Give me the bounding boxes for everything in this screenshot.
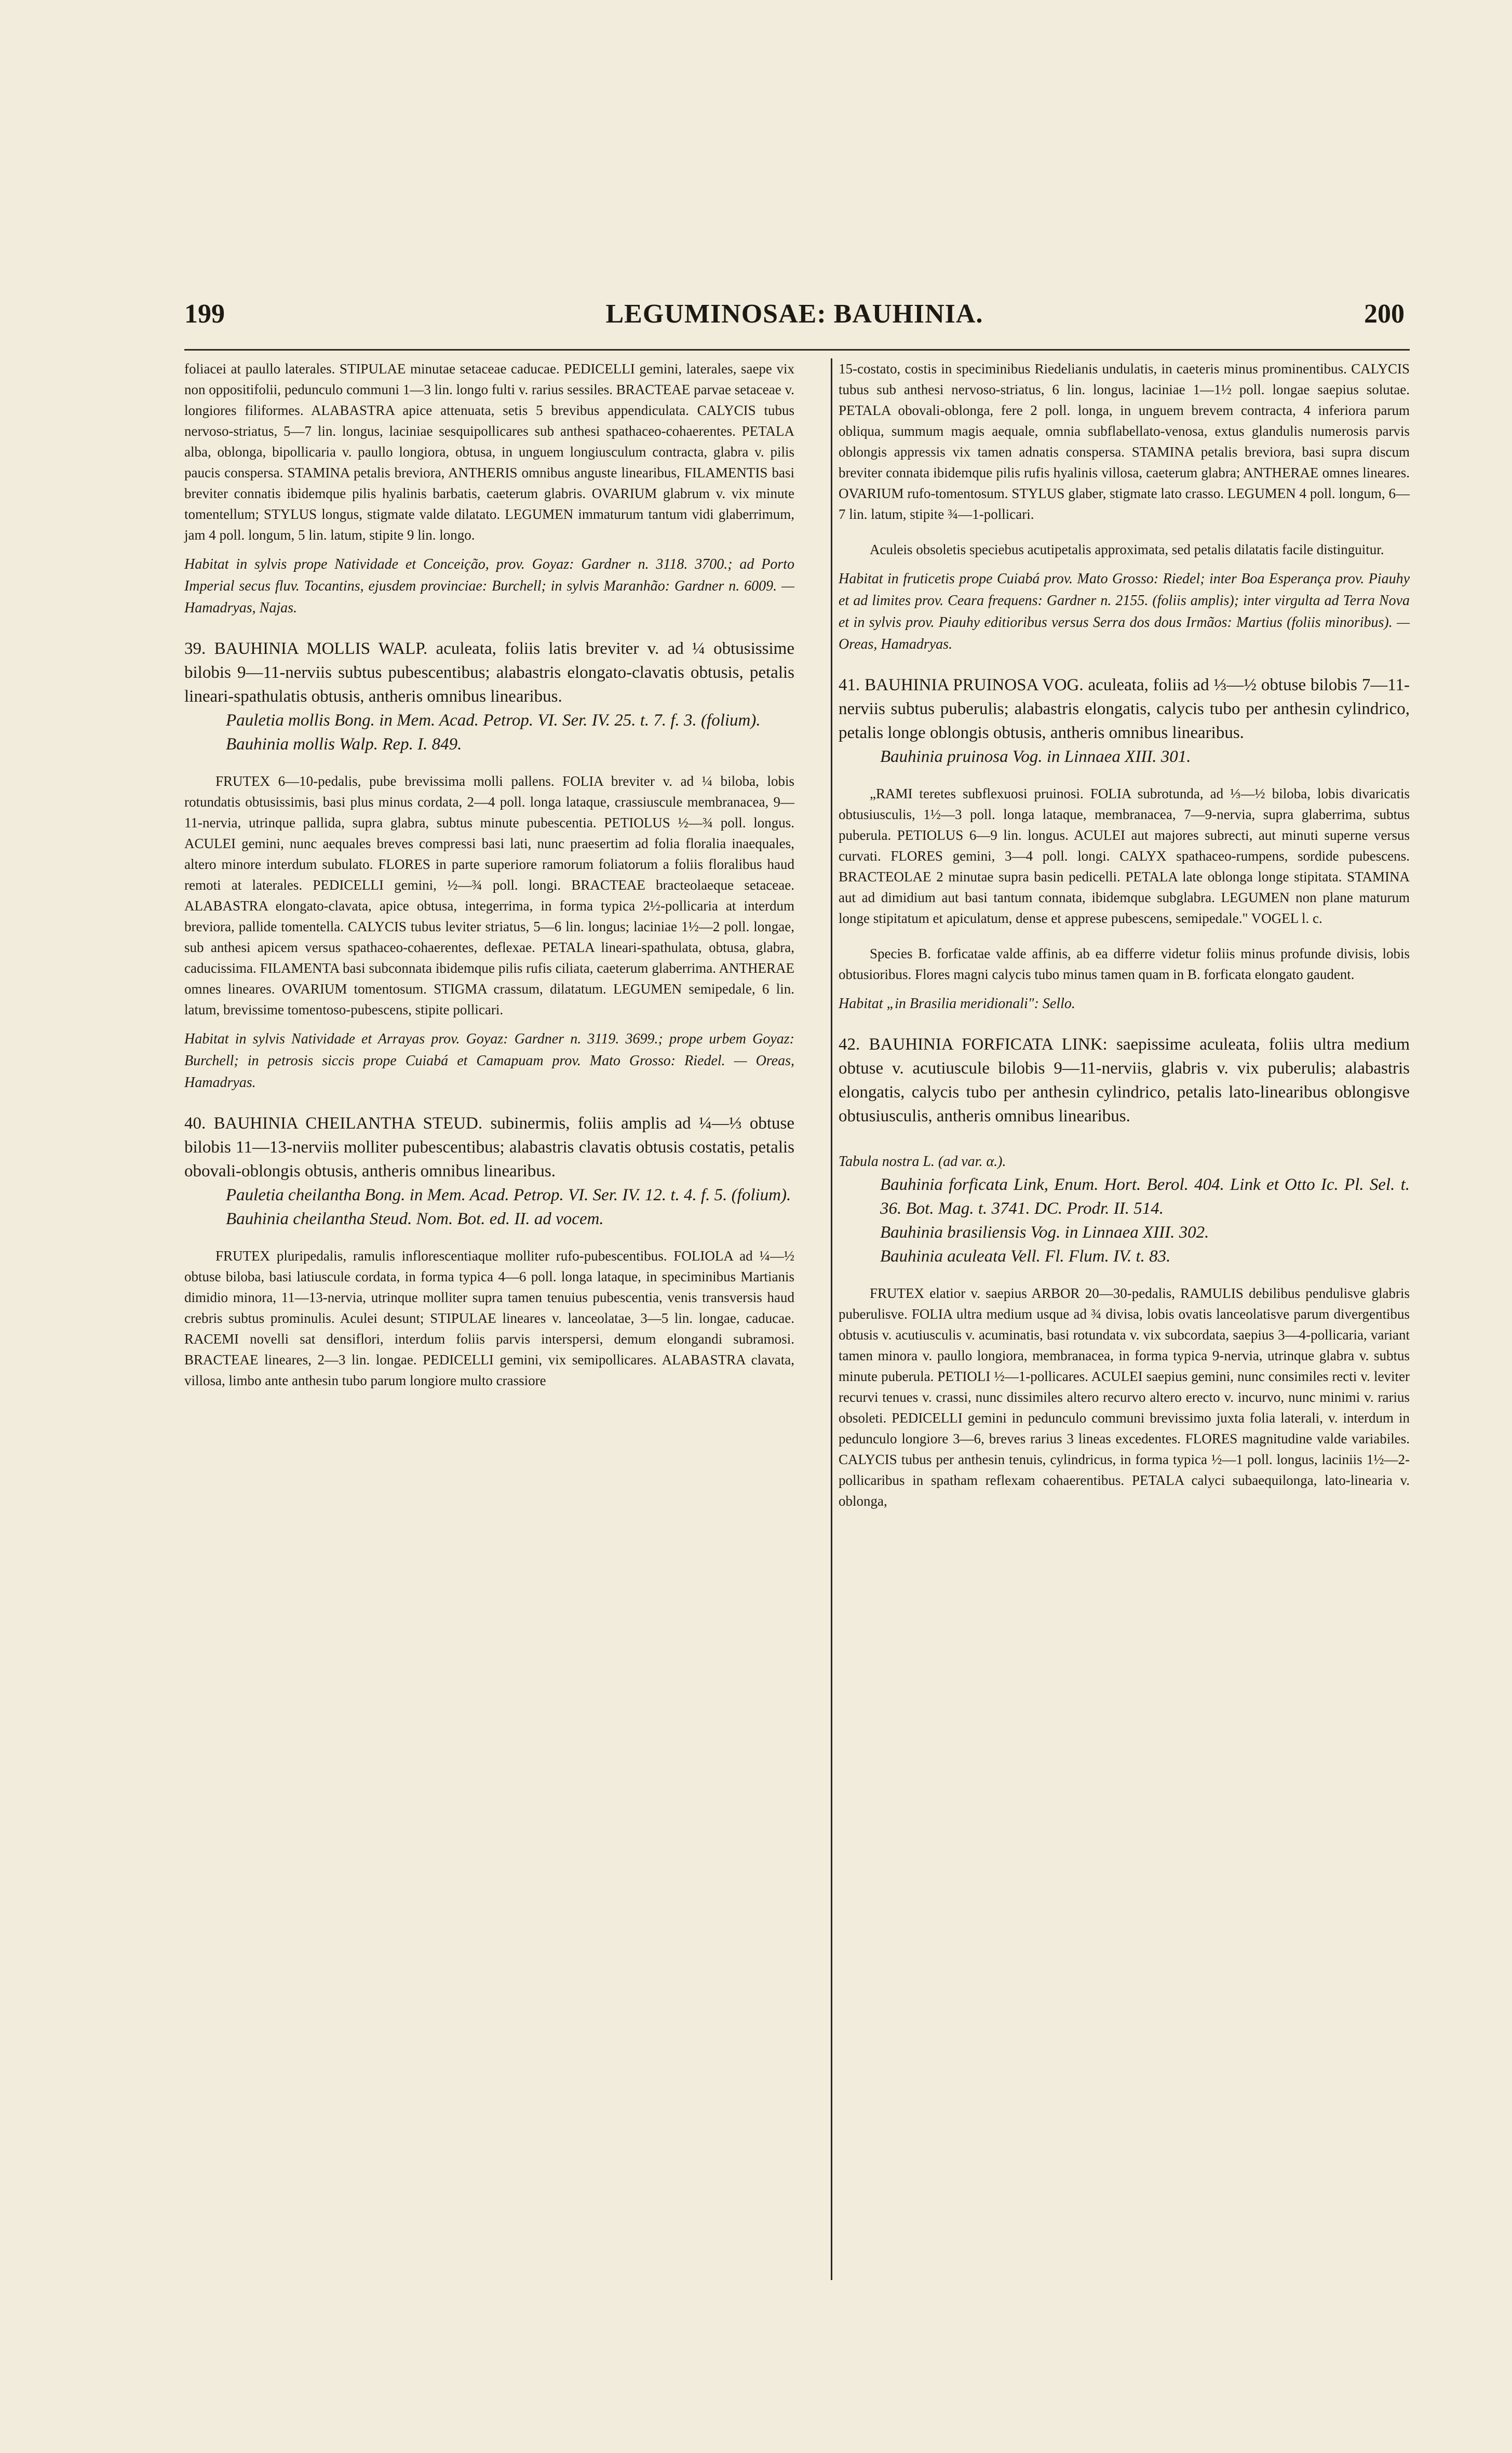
species-42-diagnosis: 42. BAUHINIA FORFICATA LINK: saepissime aculeata, foliis ultra medium obtuse v. acutiuscule bilobis 9—11-nerviis, glabris v. vix puberulis; alabastris elongatis, calycis tubo per anthesin cylindrico, petalis lato-linearibus oblongisve obtusiusculis, antheris omnibus linearibus. (839, 1035, 1410, 1125)
header-rule (184, 349, 1410, 351)
right-page-number: 200 (1364, 299, 1405, 329)
synonym-reference: Bauhinia forficata Link, Enum. Hort. Berol. 404. Link et Otto Ic. Pl. Sel. t. 36. Bot. Mag. t. 3741. DC. Prodr. II. 514. (880, 1175, 1410, 1218)
species-41-diagnosis: 41. BAUHINIA PRUINOSA VOG. aculeata, foliis ad ⅓—½ obtuse bilobis 7—11-nerviis subtus puberulis; alabastris elongatis, calycis tubo per anthesin cylindrico, petalis longe oblongis obtusis, antheris omnibus linearibus. (839, 676, 1410, 742)
synonym-reference: Bauhinia brasiliensis Vog. in Linnaea XIII. 302. (880, 1223, 1209, 1242)
species-39-diagnosis: 39. BAUHINIA MOLLIS WALP. aculeata, foliis latis breviter v. ad ¼ obtusissime bilobis 9—11-nerviis subtus pubescentibus; alabastris elongato-clavatis obtusis, petalis lineari-spathulatis obtusis, antheris omnibus linearibus. (184, 639, 794, 706)
continued-description: 15-costato, costis in speciminibus Riedelianis undulatis, in caeteris minus prominentibus. CALYCIS tubus sub anthesi nervoso-striatus, 6 lin. longus, laciniae 1—1½ poll. longae saepius solutae. PETALA obovali-oblonga, fere 2 poll. longa, in unguem brevem contracta, 4 inferiora parum obliqua, summum magis aequale, omnia subflabellato-venosa, extus glandulis numerosis parvis oblongis appressis vix tamen adnatis conspersa. STAMINA petalis breviora, basi supra discum breviter connata ibidemque pilis rufis hyalinis villosa, caeterum glabra; ANTHERAE omnes lineares. OVARIUM rufo-tomentosum. STYLUS glaber, stigmate lato crasso. LEGUMEN 4 poll. longum, 6—7 lin. latum, stipite ¾—1-pollicari. (839, 361, 1410, 522)
note-paragraph: Species B. forficatae valde affinis, ab ea differre videtur foliis minus profunde divisis, lobis obtusioribus. Flores magni calycis tubo minus tamen quam in B. forficata elongato gaudent. (839, 946, 1410, 982)
habitat-paragraph: Habitat in sylvis prope Natividade et Conceição, prov. Goyaz: Gardner n. 3118. 3700.; ad Porto Imperial secus fluv. Tocantins, ejusdem provinciae: Burchell; in sylvis Maranhão: Gardner n. 6009. — Hamadryas, Najas. (184, 556, 794, 616)
synonym-reference: Pauletia cheilantha Bong. in Mem. Acad. Petrop. VI. Ser. IV. 12. t. 4. f. 5. (folium). (226, 1186, 791, 1204)
synonym-reference: Bauhinia cheilantha Steud. Nom. Bot. ed. II. ad vocem. (226, 1210, 604, 1228)
synonym-reference: Bauhinia aculeata Vell. Fl. Flum. IV. t. 83. (880, 1247, 1171, 1266)
species-40-description: FRUTEX pluripedalis, ramulis inflorescentiaque molliter rufo-pubescentibus. FOLIOLA ad ¼—½ obtuse biloba, basi latiuscule cordata, in forma typica 4—6 poll. longa lataque, in speciminibus Martianis dimidio minora, 11—13-nervia, utrinque molliter supra tamen tenuius pubescentia, venis transversis haud crebris subtus prominulis. Aculei desunt; STIPULAE lineares v. lanceolatae, 3—5 lin. longae, caducae. RACEMI novelli sat densiflori, interdum foliis parvis interspersi, demum elongandi subramosi. BRACTEAE lineares, 2—3 lin. longae. PEDICELLI gemini, vix semipollicares. ALABASTRA clavata, villosa, limbo ante anthesin tubo parum longiore multo crassiore (184, 1248, 794, 1388)
left-column (184, 358, 794, 1391)
right-column (839, 358, 1410, 1511)
synonym-reference: Pauletia mollis Bong. in Mem. Acad. Petrop. VI. Ser. IV. 25. t. 7. f. 3. (folium). (226, 711, 761, 730)
species-41-description: „RAMI teretes subflexuosi pruinosi. FOLIA subrotunda, ad ⅓—½ biloba, lobis divaricatis obtusiusculis, 1½—3 poll. longa lataque, membranacea, 7—9-nervia, supra glaberrima, subtus puberula. PETIOLUS 6—9 lin. longus. ACULEI aut majores subrecti, aut minuti superne versus curvati. FLORES gemini, 3—4 poll. longi. CALYX spathaceo-rumpens, sordide pubescens. BRACTEOLAE 2 minutae supra basin pedicelli. PETALA late oblonga longe stipitata. STAMINA aut ad dimidium aut basi tantum connata, ibidemque subglabra. LEGUMEN non plane maturum longe stipitatum et apiculatum, dense et apprese pubescens, semipedale." VOGEL l. c. (839, 786, 1410, 926)
page-header (184, 299, 1405, 335)
habitat-paragraph: Habitat in sylvis Natividade et Arrayas prov. Goyaz: Gardner n. 3119. 3699.; prope urbem Goyaz: Burchell; in petrosis siccis prope Cuiabá et Camapuam prov. Mato Grosso: Riedel. — Oreas, Hamadryas. (184, 1031, 794, 1091)
left-page-number: 199 (184, 299, 225, 329)
column-divider (831, 358, 832, 2280)
plate-reference: Tabula nostra L. (ad var. α.). (839, 1154, 1006, 1170)
species-39-description: FRUTEX 6—10-pedalis, pube brevissima molli pallens. FOLIA breviter v. ad ¼ biloba, lobis rotundatis obtusissimis, basi plus minus cordata, 2—4 poll. longa lataque, crassiuscule membranacea, 9—11-nervia, utrinque pallida, supra glabra, subtus minute pubescentia. PETIOLUS ½—¾ poll. longus. ACULEI gemini, nunc aequales breves compressi basi lati, nunc praesertim ad folia floralia inaequales, altero minore interdum subulato. FLORES in parte superiore ramorum foliatorum a foliis floralibus haud remoti at laterales. PEDICELLI gemini, ½—¾ poll. longi. BRACTEAE bracteolaeque setaceae. ALABASTRA elongato-clavata, apice obtusa, integerrima, in forma typica 2½-pollicaria at interdum breviora, pallide tomentella. CALYCIS tubus leviter striatus, 5—6 lin. longus; laciniae 1½—2 poll. longae, sub anthesi apicem versus spathaceo-cohaerentes, deflexae. PETALA lineari-spathulata, obtusa, glabra, caducissima. FILAMENTA basi subconnata ibidemque pilis rufis ciliata, caeterum glaberrima. ANTHERAE omnes lineares. OVARIUM tomentosum. STIGMA crassum, dilatatum. LEGUMEN semipedale, 6 lin. latum, brevissime tomentoso-pubescens, stipite pollicari. (184, 773, 794, 1017)
species-40-diagnosis: 40. BAUHINIA CHEILANTHA STEUD. subinermis, foliis amplis ad ¼—⅓ obtuse bilobis 11—13-nerviis molliter pubescentibus; alabastris clavatis obtusis costatis, petalis obovali-oblongis obtusis, antheris omnibus linearibus. (184, 1114, 794, 1181)
running-title: LEGUMINOSAE: BAUHINIA. (605, 299, 983, 329)
species-42-description: FRUTEX elatior v. saepius ARBOR 20—30-pedalis, RAMULIS debilibus pendulisve glabris puberulisve. FOLIA ultra medium usque ad ¾ divisa, lobis ovatis lanceolatisve parum divergentibus obtusis v. acutiusculis v. acuminatis, basi rotundata v. vix subcordata, saepius 3—4-pollicaria, variant tamen minora v. paullo longiora, membranacea, in forma typica 9-nervia, utrinque glabra v. subtus minute puberula. PETIOLI ½—1-pollicares. ACULEI saepius gemini, nunc consimiles recti v. leviter recurvi tenues v. crassi, nunc dissimiles altero recurvo altero erecto v. incurvo, nunc minimi v. rarius obsoleti. PEDICELLI gemini in pedunculo communi brevissimo juxta folia laterali, v. interdum in pedunculo longiore 3—6, breves rarius 3 lineas excedentes. FLORES magnitudine valde variabiles. CALYCIS tubus per anthesin tenuis, cylindricus, in forma typica ½—1 poll. longus, laciniis 1½—2-pollicaribus in spatham reflexam cohaerentibus. PETALA calyci subaequilonga, lato-linearia v. oblonga, (839, 1285, 1410, 1509)
note-paragraph: Aculeis obsoletis speciebus acutipetalis approximata, sed petalis dilatatis facile distinguitur. (870, 542, 1384, 557)
synonym-reference: Bauhinia pruinosa Vog. in Linnaea XIII. 301. (880, 747, 1191, 766)
habitat-paragraph: Habitat „in Brasilia meridionali": Sello. (839, 996, 1075, 1012)
continued-description: foliacei at paullo laterales. STIPULAE minutae setaceae caducae. PEDICELLI gemini, laterales, saepe vix non oppositifolii, pedunculo communi 1—3 lin. longo fulti v. rarius sessiles. BRACTEAE parvae setaceae v. longiores filiformes. ALABASTRA apice attenuata, setis 5 brevibus appendiculata. CALYCIS tubus nervoso-striatus, 5—7 lin. longus, laciniae sesquipollicares sub anthesi spathaceo-cohaerentes. PETALA alba, oblonga, bipollicaria v. paullo longiora, obtusa, in unguem longiusculum contracta, glabra v. pilis paucis conspersa. STAMINA petalis breviora, ANTHERIS omnibus anguste linearibus, FILAMENTIS basi breviter connatis ibidemque pilis hyalinis barbatis, caeterum glabris. OVARIUM glabrum v. vix minute tomentellum; STYLUS longus, stigmate valde dilatato. LEGUMEN immaturum tantum vidi glaberrimum, jam 4 poll. longum, 5 lin. latum, stipite 9 lin. longo. (184, 361, 794, 543)
habitat-paragraph: Habitat in fruticetis prope Cuiabá prov. Mato Grosso: Riedel; inter Boa Esperança prov. Piauhy et ad limites prov. Ceara frequens: Gardner n. 2155. (foliis amplis); inter virgulta ad Terra Nova et in sylvis prov. Piauhy editioribus versus Serra dos dous Irmãos: Martius (foliis minoribus). — Oreas, Hamadryas. (839, 571, 1410, 652)
synonym-reference: Bauhinia mollis Walp. Rep. I. 849. (226, 735, 462, 754)
